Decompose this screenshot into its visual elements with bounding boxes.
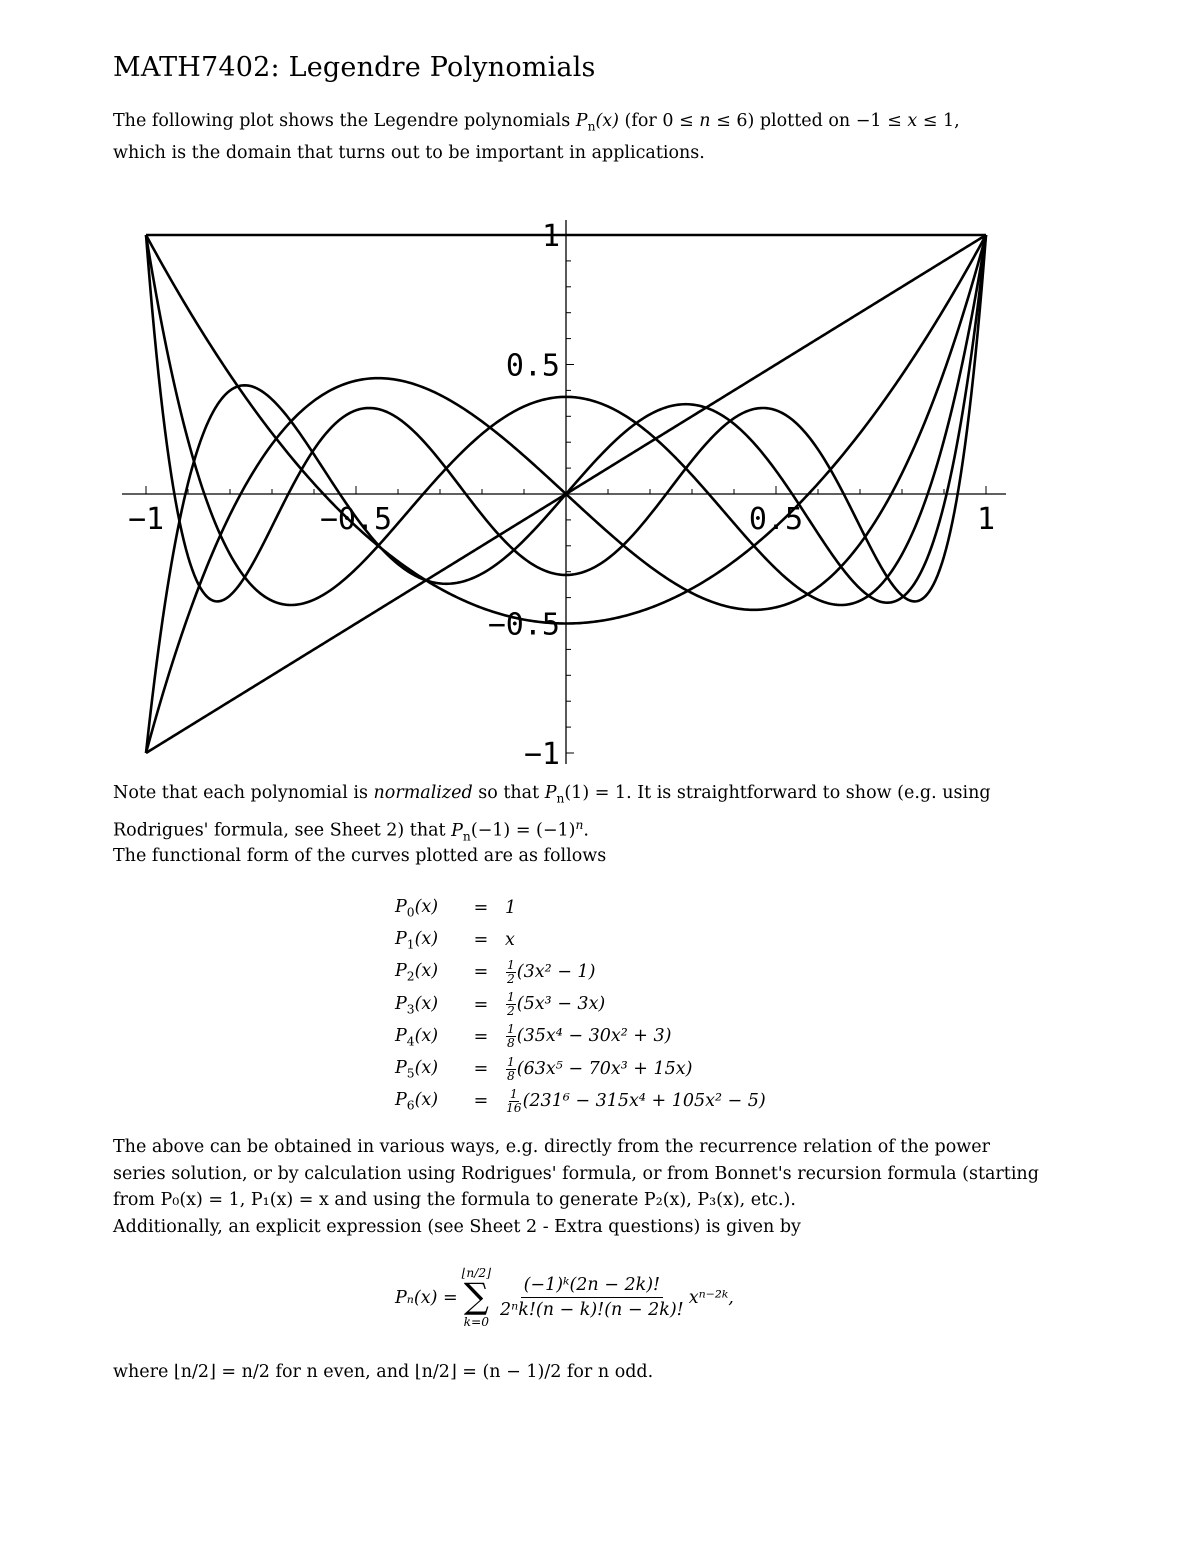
coef-numerator: 1 (507, 1054, 515, 1069)
equation-row (395, 924, 766, 956)
above-line-3: from P₀(x) = 1, P₁(x) = x and using the formula to generate P₂(x), P₃(x), etc.). (113, 1190, 796, 1210)
coef-numerator: 1 (507, 1022, 515, 1037)
explicit-denominator: 2ⁿk!(n − k)!(n − 2k)! (500, 1300, 684, 1320)
note-exponent-n: n (575, 817, 584, 832)
intro-pnx: $P_n(x)$ (575, 111, 619, 134)
intro-text-c: ≤ 6) plotted on −1 ≤ (710, 111, 908, 131)
equation-index: 2 (406, 969, 415, 984)
equation-rhs (505, 892, 766, 924)
equation-rhs (505, 989, 766, 1021)
y-tick-label: −1 (523, 737, 560, 772)
equals-sign: = (473, 1091, 489, 1112)
equals-sign: = (473, 1059, 489, 1080)
above-line-2: series solution, or by calculation using Rodrigues' formula, or from Bonnet's recursion formula (starting (113, 1163, 1039, 1184)
explicit-fraction (497, 1275, 687, 1320)
coef-denominator: 8 (507, 1036, 515, 1051)
intro-n: n (699, 111, 711, 131)
legendre-chart (110, 212, 1020, 772)
x-tick-label: −1 (127, 502, 165, 537)
equation-rhs (505, 1021, 766, 1053)
equation-expression: x (505, 930, 515, 951)
functional-intro: The functional form of the curves plotted are as follows (113, 846, 607, 866)
equation-rhs (505, 1085, 766, 1117)
coef-numerator: 1 (507, 958, 515, 973)
equals-sign: = (473, 898, 489, 919)
equation-rhs (505, 924, 766, 956)
equation-index: 4 (406, 1033, 415, 1048)
equation-rhs (505, 1053, 766, 1085)
equals-sign: = (473, 994, 489, 1015)
equation-coefficient (506, 991, 516, 1018)
equation-lhs: $P_0(x)$ (395, 896, 439, 920)
intro-text-e: which is the domain that turns out to be important in applications. (113, 142, 705, 163)
equation-coefficient (506, 1023, 516, 1050)
note-text-d: (1) = 1. It is straightforward to show (e.g. using (564, 783, 991, 803)
equation-lhs: $P_4(x)$ (395, 1025, 439, 1048)
note-paragraph (113, 780, 1073, 849)
explicit-formula (395, 1266, 734, 1329)
sum-lower-limit: k=0 (463, 1315, 490, 1329)
equation-expression: 1 (505, 898, 517, 919)
intro-text-b: (for 0 ≤ (618, 111, 700, 131)
explicit-lhs: Pₙ(x) = (395, 1287, 458, 1308)
y-tick-label: −0.5 (487, 607, 560, 643)
coef-numerator: 1 (509, 1086, 518, 1101)
explicit-numerator: (−1)ᵏ(2n − 2k)! (521, 1275, 663, 1298)
equation-row (395, 892, 766, 924)
equation-row (395, 1053, 766, 1085)
equation-row (395, 1021, 766, 1053)
note-pn-neg: $P_n$ (451, 820, 471, 843)
note-text-g: . (583, 820, 589, 841)
coef-denominator: 2 (507, 971, 515, 986)
intro-x: x (907, 111, 918, 131)
intro-paragraph (113, 108, 1073, 166)
y-tick-label: 0.5 (505, 348, 560, 384)
equation-row (395, 956, 766, 988)
equation-index: 5 (406, 1066, 415, 1081)
explicit-power: xⁿ⁻²ᵏ, (688, 1287, 734, 1308)
equation-lhs: $P_1(x)$ (395, 929, 439, 952)
equation-expression: (231⁶ − 315x⁴ + 105x² − 5) (522, 1090, 766, 1111)
intro-text-a: The following plot shows the Legendre polynomials (113, 111, 576, 131)
note-pn1: $P_n$ (544, 783, 565, 806)
above-paragraph (113, 1134, 1073, 1240)
equals-sign: = (473, 962, 489, 983)
equation-table (395, 892, 766, 1117)
note-text-a: Note that each polynomial is (113, 783, 374, 803)
above-line-1: The above can be obtained in various ways, e.g. directly from the recurrence relation of the power (113, 1137, 990, 1157)
equation-lhs: $P_3(x)$ (395, 993, 439, 1016)
equation-lhs: $P_6(x)$ (395, 1090, 439, 1113)
x-tick-label: 1 (976, 502, 996, 537)
coef-denominator: 2 (507, 1004, 515, 1019)
x-tick-label: −0.5 (319, 502, 393, 537)
equation-index: 0 (406, 905, 415, 920)
sum-upper-limit: ⌊n/2⌋ (461, 1266, 491, 1280)
x-tick-label: 0.5 (748, 502, 804, 537)
equation-row (395, 989, 766, 1021)
summation (462, 1266, 491, 1329)
equals-sign: = (473, 930, 489, 951)
coef-numerator: 1 (507, 990, 515, 1005)
coef-denominator: 16 (506, 1100, 522, 1115)
note-text-c: so that (472, 783, 545, 803)
equation-coefficient (506, 1056, 516, 1083)
page-title: MATH7402: Legendre Polynomials (113, 52, 596, 83)
coef-denominator: 8 (507, 1068, 515, 1083)
equation-rhs (505, 956, 766, 988)
equation-row (395, 1085, 766, 1117)
equation-index: 3 (406, 1001, 415, 1016)
where-line: where ⌊n/2⌋ = n/2 for n even, and ⌊n/2⌋ = (n − 1)/2 for n odd. (113, 1362, 654, 1382)
note-normalized: normalized (373, 783, 473, 803)
sigma-icon: ∑ (463, 1277, 489, 1317)
equals-sign: = (473, 1026, 489, 1047)
equation-expression: (3x² − 1) (516, 961, 596, 982)
equation-lhs: $P_2(x)$ (395, 961, 439, 984)
equation-lhs: $P_5(x)$ (395, 1057, 439, 1081)
equation-coefficient (506, 1088, 522, 1115)
equation-expression: (63x⁵ − 70x³ + 15x) (516, 1058, 693, 1079)
equation-expression: (35x⁴ − 30x² + 3) (516, 1026, 672, 1047)
intro-text-d: ≤ 1, (917, 111, 960, 131)
note-text-e: Rodrigues' formula, see Sheet 2) that (113, 820, 452, 841)
equation-index: 1 (406, 937, 415, 952)
equation-index: 6 (406, 1098, 415, 1113)
equation-expression: (5x³ − 3x) (516, 994, 606, 1015)
above-line-4: Additionally, an explicit expression (see Sheet 2 - Extra questions) is given by (113, 1216, 801, 1237)
y-tick-label: 1 (541, 219, 560, 254)
equation-coefficient (506, 959, 516, 986)
note-text-f: (−1) = (−1) (470, 820, 576, 841)
